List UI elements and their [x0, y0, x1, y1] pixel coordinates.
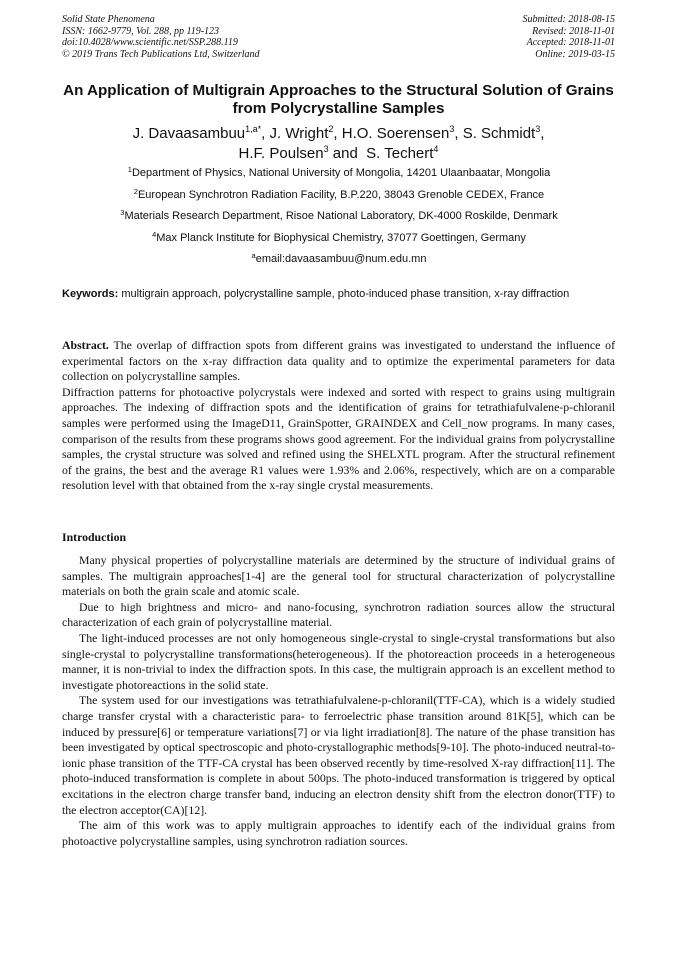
author: S. Techert$^4$ [366, 144, 439, 162]
keywords [62, 287, 615, 302]
affiliations [40, 165, 638, 273]
publication-dates [523, 14, 616, 60]
submitted-date: Submitted: 2018-08-15 [522, 14, 615, 25]
section-heading-introduction: Introduction [62, 530, 127, 544]
corresponding-email: $^a$email:davaasambuu@num.edu.mn [251, 251, 427, 266]
abstract-label: Abstract. [62, 338, 109, 352]
affiliation: $^3$Materials Research Department, Risoe National Laboratory, DK-4000 Roskilde, Denmark [120, 208, 558, 223]
body-paragraph: Many physical properties of polycrystalline materials are determined by the structure of individual grains of samples. The multigrain approaches[1-4] are the general tool for structural characterization of polycrystalline materials on both the grain scale and atomic scale. [62, 553, 615, 599]
affiliation: $^1$Department of Physics, National University of Mongolia, 14201 Ulaanbaatar, Mongolia [127, 165, 551, 179]
issn-line: ISSN: 1662-9779, Vol. 288, pp 119-123 [62, 25, 220, 37]
affiliation: $^4$Max Planck Institute for Biophysical Chemistry, 37077 Goettingen, Germany [152, 229, 526, 244]
abstract [62, 338, 615, 494]
journal-info [62, 14, 260, 60]
keywords-text: multigrain approach, polycrystalline sample, photo-induced phase transition, x-ray diffraction [121, 288, 570, 300]
introduction-body [62, 553, 615, 849]
paper-title: An Application of Multigrain Approaches to the Structural Solution of Grains from Polycrystalline Samples [63, 82, 614, 117]
online-date: Online: 2019-03-15 [535, 48, 615, 60]
abstract-paragraph: Abstract. The overlap of diffraction spots from different grains was investigated to understand the influence of experimental factors on the x-ray diffraction data quality and to optimize the experimental parameters for data collection on polycrystalline samples. [62, 338, 615, 384]
author: S. Schmidt$^3$, [462, 124, 545, 142]
doi-line: doi:10.4028/www.scientific.net/SSP.288.119 [62, 37, 238, 48]
body-paragraph: The light-induced processes are not only homogeneous single-crystal to single-crystal transformations but also single-crystal to polycrystalline transformations(heterogeneous). If the photoreaction proceeds in a heterogeneous manner, it is non-trivial to index the diffraction spots. In this case, the multigrain approach is an excellent method to investigate photoreactions in the solid state. [62, 630, 615, 692]
journal-name: Solid State Phenomena [62, 14, 155, 25]
author-list [62, 124, 615, 164]
author: J. Wright$^2$, [269, 124, 342, 142]
revised-date: Revised: 2018-11-01 [532, 25, 615, 37]
affiliation: $^2$European Synchrotron Radiation Facility, B.P.220, 38043 Grenoble CEDEX, France [133, 186, 545, 201]
author: J. Davaasambuu$^{1,a*}$, [132, 124, 270, 142]
copyright-line: © 2019 Trans Tech Publications Ltd, Switzerland [62, 48, 260, 60]
author: H.O. Soerensen$^3$, [341, 124, 463, 142]
body-paragraph: The aim of this work was to apply multigrain approaches to identify each of the individual grains from photoactive polycrystalline samples, using synchrotron radiation sources. [62, 818, 615, 848]
abstract-paragraph: Diffraction patterns for photoactive polycrystals were indexed and sorted with respect to grains using multigrain approaches. The indexing of diffraction spots and the identification of grains for tetrathiafulvalene-p-chloranil samples were performed using the ImageD11, GrainSpotter, GRAINDEX and Cell_now programs. In many cases, comparison of the results from these programs shows good agreement. For the individual grains from polycrystalline samples, the crystal structure was solved and refined using the SHELXTL program. After the structural refinement of the grains, the best and the average R1 values were 1.93% and 2.06%, respectively, which are on a comparable resolution level with that obtained from the x-ray single crystal measurements. [62, 384, 615, 493]
body-paragraph: The system used for our investigations was tetrathiafulvalene-p-chloranil(TTF-CA), which is a widely studied charge transfer crystal with a characteristic para- to ferroelectric phase transition around 81K[5], which can be induced by pressure[6] or temperature variations[7] or via light irradiation[8]. The nature of the phase transition has been investigated by optical spectroscopic and photo-crystallographic methods[9-10]. The photo-induced neutral-to-ionic phase transition of the TTF-CA crystal has been observed recently by time-resolved X-ray diffraction[11]. The photo-induced transformation is complete in about 500ps. The photo-induced transformation is triggered by optical excitations in the electron charge transfer band, inducing an electron density shift from the electron donor(TTF) to the electron acceptor(CA)[12]. [62, 693, 615, 817]
body-paragraph: Due to high brightness and micro- and nano-focusing, synchrotron radiation sources allow the structural characterization of each grain of polycrystalline material. [62, 599, 615, 630]
accepted-date: Accepted: 2018-11-01 [526, 37, 615, 48]
author: H.F. Poulsen$^3$ and [238, 144, 362, 162]
keywords-label: Keywords: [62, 288, 119, 300]
